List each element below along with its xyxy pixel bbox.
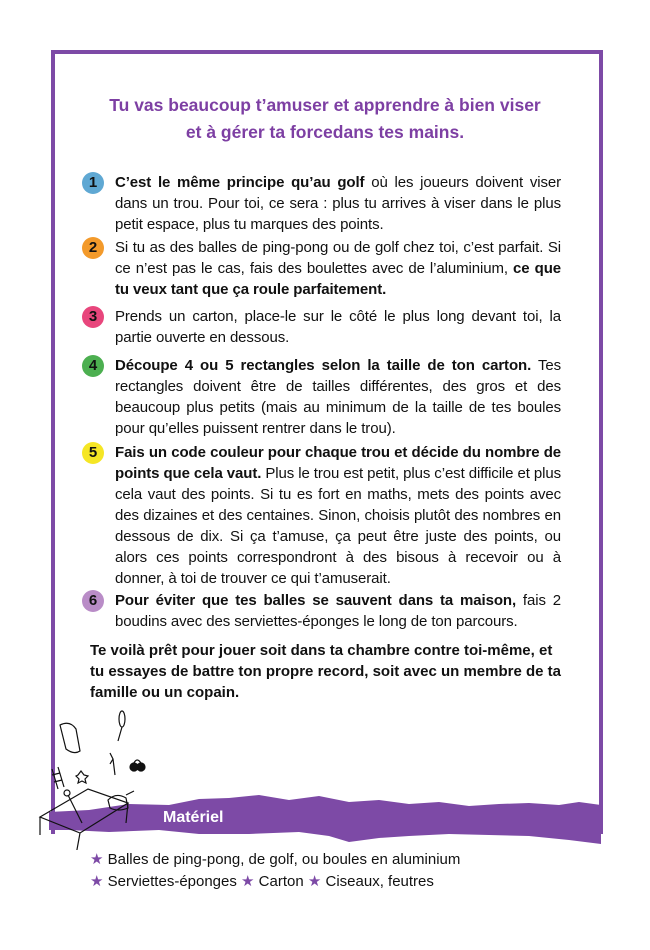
material-item: Balles de ping-pong, de golf, ou boules en aluminium bbox=[107, 851, 461, 868]
page-title bbox=[60, 92, 590, 146]
material-item: Carton bbox=[258, 873, 304, 890]
step-text: Plus le trou est petit, plus c’est difficile et plus cela vaut des points. Si tu es fort en maths, mets des points avec des dizaines et des centaines. Sinon, choisis plutôt des nombres en dessous de dix. Si ça t’amuse, ça peut être juste des points, ou alors ces points correspondront à des bisous à recevoir ou à donner, à toi de trouver ce qui t’amuserait. bbox=[115, 465, 561, 587]
materials-line-1 bbox=[90, 849, 460, 871]
step-item bbox=[88, 590, 561, 632]
box-illustration-icon bbox=[38, 705, 158, 850]
step-text: Prends un carton, place-le sur le côté le plus long devant toi, la partie ouverte en dessous. bbox=[115, 308, 561, 346]
star-bullet-icon: ★ bbox=[90, 851, 104, 868]
step-item bbox=[88, 442, 561, 589]
step-text: fais 2 boudins avec des serviettes-éponges le long de ton parcours. bbox=[115, 592, 561, 630]
star-bullet-icon: ★ bbox=[307, 873, 322, 890]
materials-line-2 bbox=[90, 871, 434, 893]
step-item bbox=[88, 172, 561, 235]
step-text-bold: ce que tu veux tant que ça roule parfaitement. bbox=[115, 260, 562, 298]
title-line-2: et à gérer ta forcedans tes mains. bbox=[185, 122, 465, 142]
step-item bbox=[88, 355, 561, 439]
step-text: où les joueurs doivent viser dans un trou. Pour toi, ce sera : plus tu arrives à viser dans le plus petit espace, plus tu marques des points. bbox=[115, 174, 561, 233]
material-item: Serviettes-éponges bbox=[107, 873, 237, 890]
step-item bbox=[88, 306, 561, 348]
step-number-badge: 2 bbox=[82, 237, 104, 259]
step-number-badge: 1 bbox=[82, 172, 104, 194]
star-bullet-icon: ★ bbox=[90, 873, 104, 890]
step-text-bold: Fais un code couleur pour chaque trou et décide du nombre de points que cela vaut. bbox=[115, 444, 561, 482]
materials-heading: Matériel bbox=[163, 809, 224, 826]
step-text: Si tu as des balles de ping-pong ou de golf chez toi, c’est parfait. Si ce n’est pas le cas, fais des boulettes avec de l’aluminium, bbox=[115, 239, 561, 277]
step-text-bold: Pour éviter que tes balles se sauvent dans ta maison, bbox=[115, 592, 517, 609]
step-item bbox=[88, 237, 562, 300]
outro-paragraph: Te voilà prêt pour jouer soit dans ta chambre contre toi-même, et tu essayes de battre ton propre record, soit avec un membre de ta famille ou un copain. bbox=[90, 642, 561, 701]
step-text: Tes rectangles doivent être de tailles différentes, des gros et des beaucoup plus petits (mais au minimum de la taille de tes boules pour qu’elles puissent rentrer dans le trou). bbox=[115, 357, 561, 437]
step-text-bold: Découpe 4 ou 5 rectangles selon la taille de ton carton. bbox=[115, 357, 532, 374]
title-line-1: Tu vas beaucoup t’amuser et apprendre à bien viser bbox=[109, 95, 541, 115]
step-text-bold: C’est le même principe qu’au golf bbox=[115, 174, 365, 191]
material-item: Ciseaux, feutres bbox=[325, 873, 434, 890]
step-number-badge: 5 bbox=[82, 442, 104, 464]
step-number-badge: 6 bbox=[82, 590, 104, 612]
step-number-badge: 3 bbox=[82, 306, 104, 328]
step-number-badge: 4 bbox=[82, 355, 104, 377]
star-bullet-icon: ★ bbox=[241, 873, 255, 890]
